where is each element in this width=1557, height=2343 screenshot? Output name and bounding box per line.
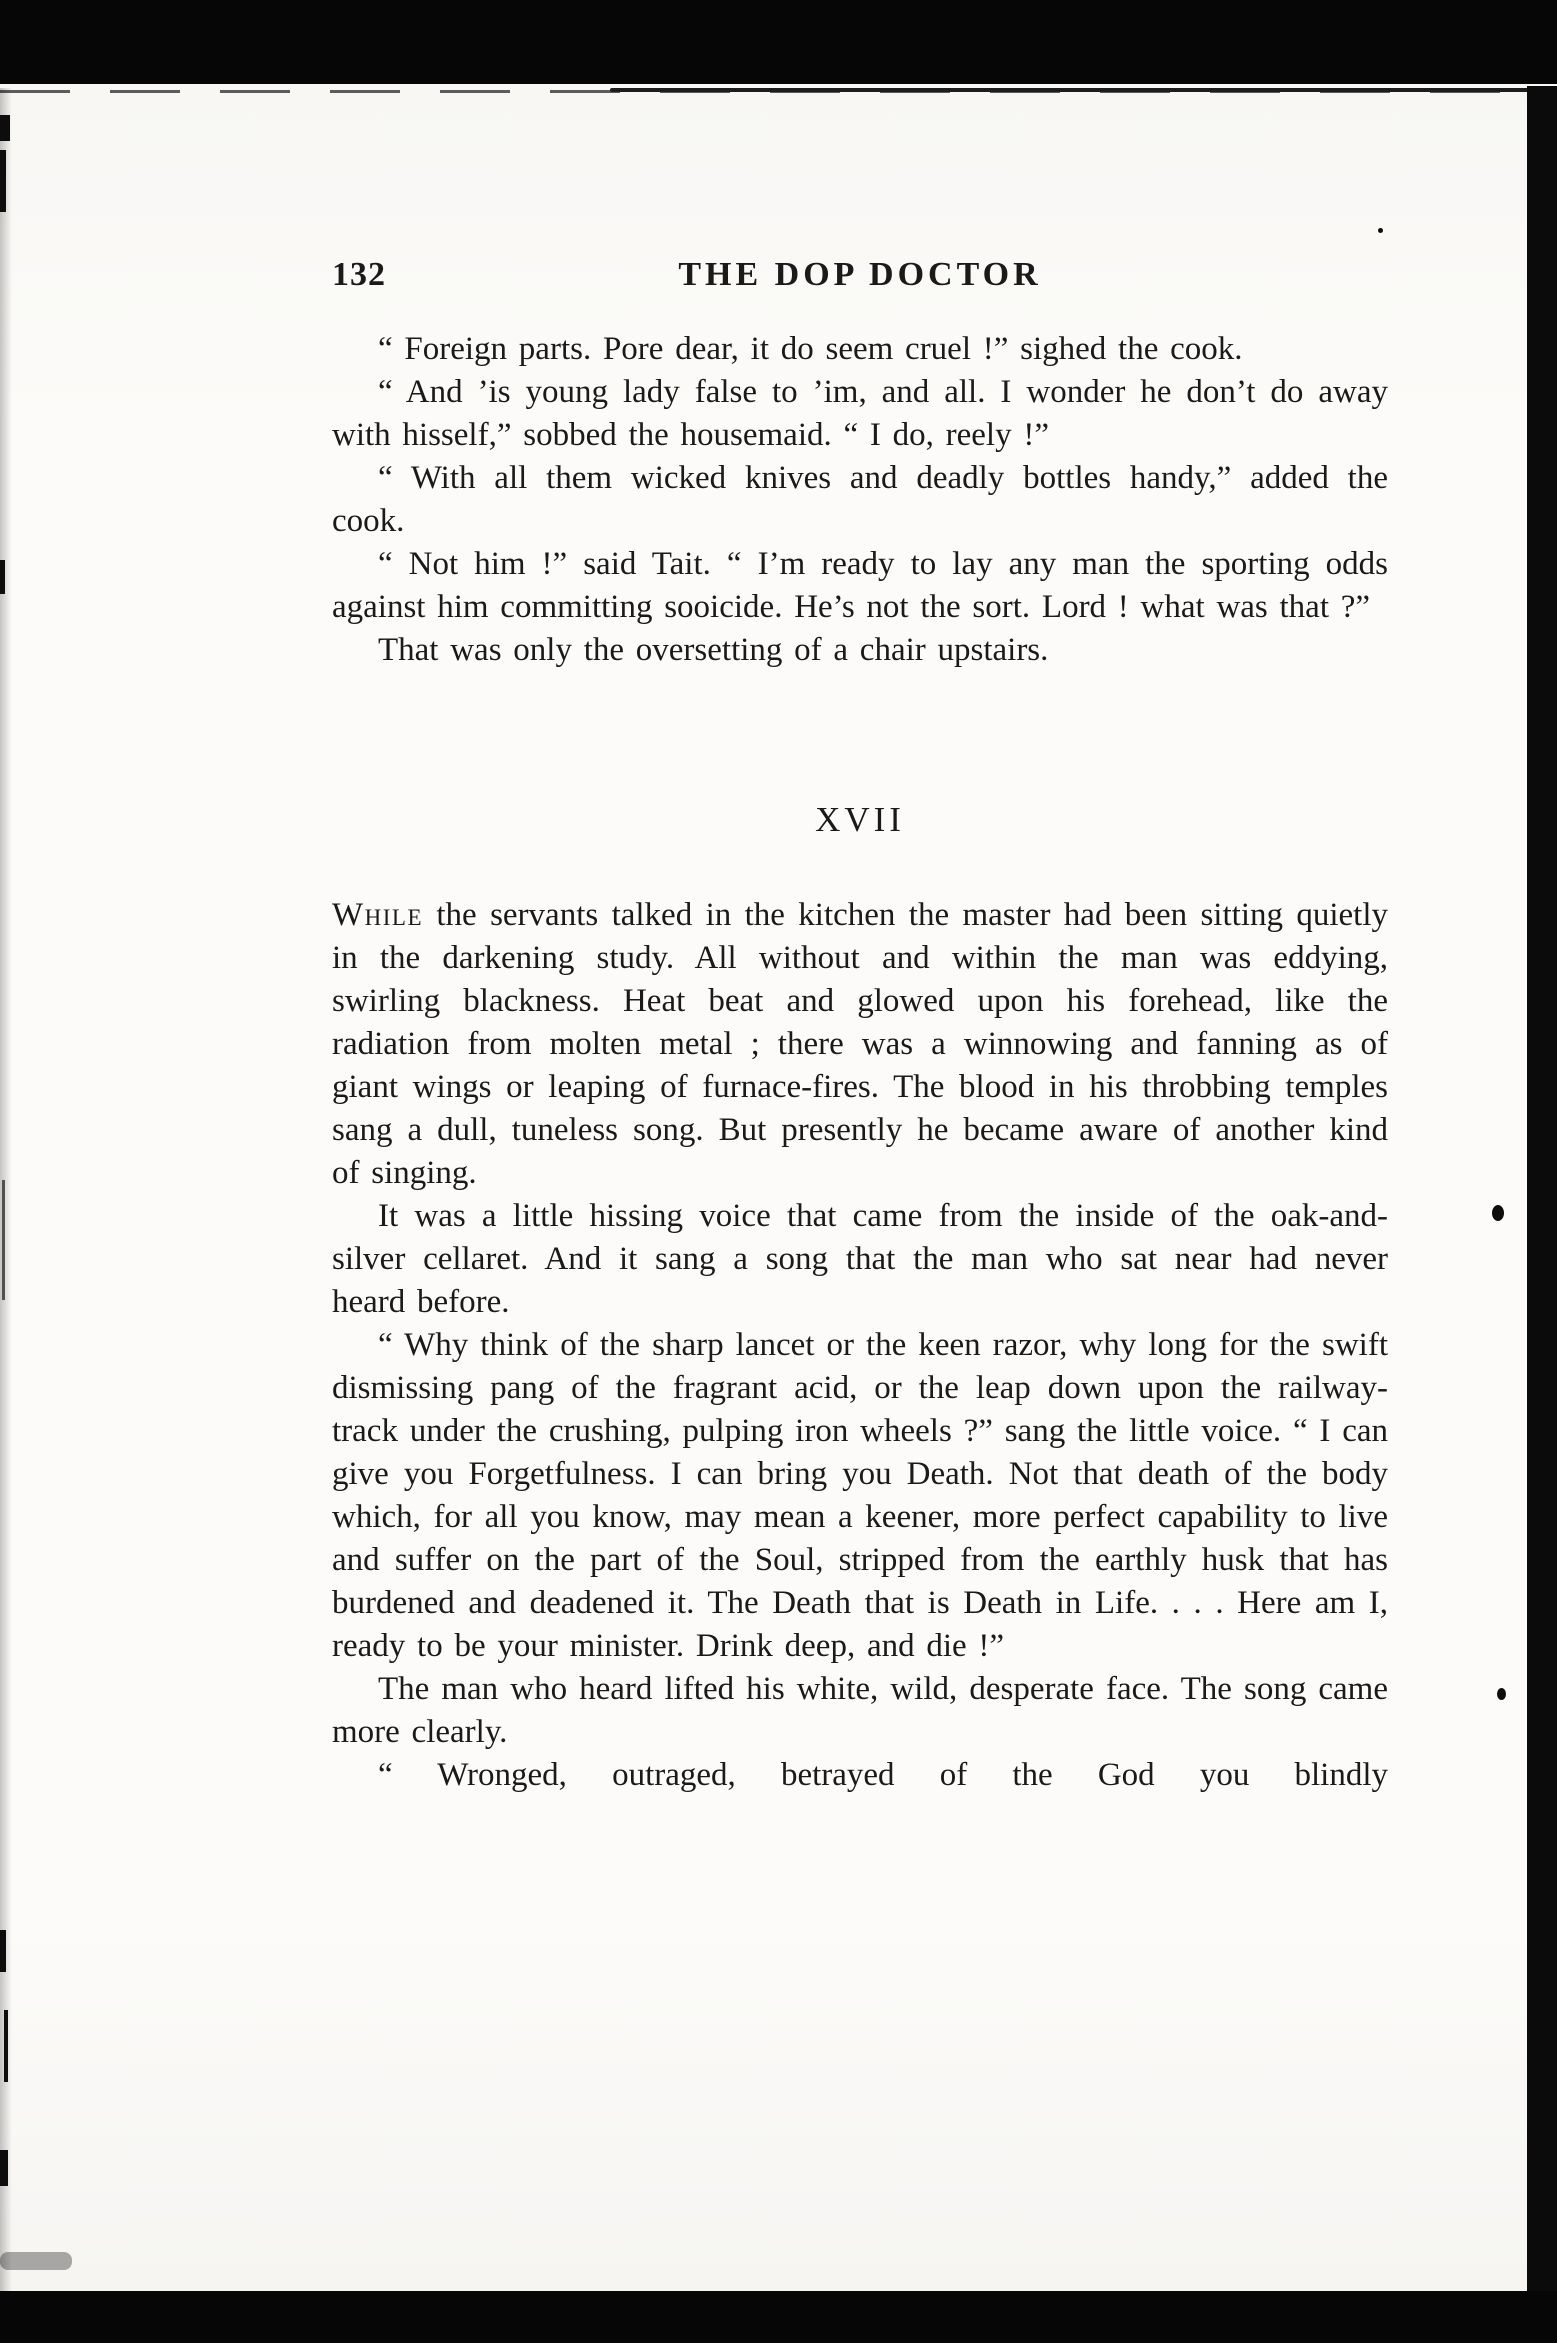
scan-edge-right <box>1527 86 1557 2343</box>
paragraph: “ Wronged, outraged, betrayed of the God you blindly <box>378 1757 1388 1793</box>
scan-edge-top <box>0 0 1557 84</box>
page-header <box>332 256 1388 302</box>
scan-edge-bottom <box>0 2291 1557 2343</box>
ink-speck <box>1378 228 1383 233</box>
page-number: 132 <box>332 256 386 293</box>
scan-artifact <box>4 2010 8 2082</box>
scan-artifact <box>0 560 5 594</box>
scan-crease-line-dark <box>610 88 1557 92</box>
scan-artifact <box>0 150 6 212</box>
chapter-opening-rest: the servants talked in the kitchen the master had been sitting quietly in the darkening study. All without and within the man was eddying, swirling blackness. Heat beat and glowed upon his forehead, like the radiation from molten metal ; there was a winnowing and fanning as of giant wings or leaping of furnace-fires. The blood in his throbbing temples sang a dull, tuneless song. But presently he became aware of another kind of singing. <box>332 897 1388 1191</box>
paragraph: “ Not him !” said Tait. “ I’m ready to lay any man the sporting odds against him committing sooicide. He’s not the sort. Lord ! what was that ?” <box>332 546 1388 625</box>
ink-blot <box>1492 1205 1504 1221</box>
chapter-opening-word: While <box>332 897 424 933</box>
chapter-heading: XVII <box>815 800 905 839</box>
paragraph: It was a little hissing voice that came from the inside of the oak-and-silver cellaret. And it sang a song that the man who sat near had never heard before. <box>332 1198 1388 1320</box>
paragraph: The man who heard lifted his white, wild, desperate face. The song came more clearly. <box>332 1671 1388 1750</box>
scan-artifact <box>0 115 10 141</box>
running-title: THE DOP DOCTOR <box>678 256 1042 293</box>
paragraph: “ With all them wicked knives and deadly bottles handy,” added the cook. <box>332 460 1388 539</box>
page-text-block <box>332 256 1388 1797</box>
scan-smudge <box>0 2252 72 2270</box>
paragraph: That was only the oversetting of a chair upstairs. <box>378 632 1049 668</box>
ink-blot <box>1497 1688 1506 1700</box>
paragraph <box>332 894 1388 1195</box>
scan-artifact <box>0 2150 8 2186</box>
scan-artifact <box>0 1930 6 1972</box>
page-body <box>332 328 1388 1797</box>
scan-artifact <box>2 1180 5 1300</box>
paragraph: “ Why think of the sharp lancet or the keen razor, why long for the swift dismissing pang of the fragrant acid, or the leap down upon the railway-track under the crushing, pulping iron wheels ?” sang the little voice. “ I can give you Forgetfulness. I can bring you Death. Not that death of the body which, for all you know, may mean a keener, more perfect capability to live and suffer on the part of the Soul, stripped from the earthly husk that has burdened and deadened it. The Death that is Death in Life. . . . Here am I, ready to be your minister. Drink deep, and die !” <box>332 1327 1388 1664</box>
paragraph: “ And ’is young lady false to ’im, and all. I wonder he don’t do away with hisself,” sobbed the housemaid. “ I do, reely !” <box>332 374 1388 453</box>
paragraph: “ Foreign parts. Pore dear, it do seem cruel !” sighed the cook. <box>378 331 1243 367</box>
